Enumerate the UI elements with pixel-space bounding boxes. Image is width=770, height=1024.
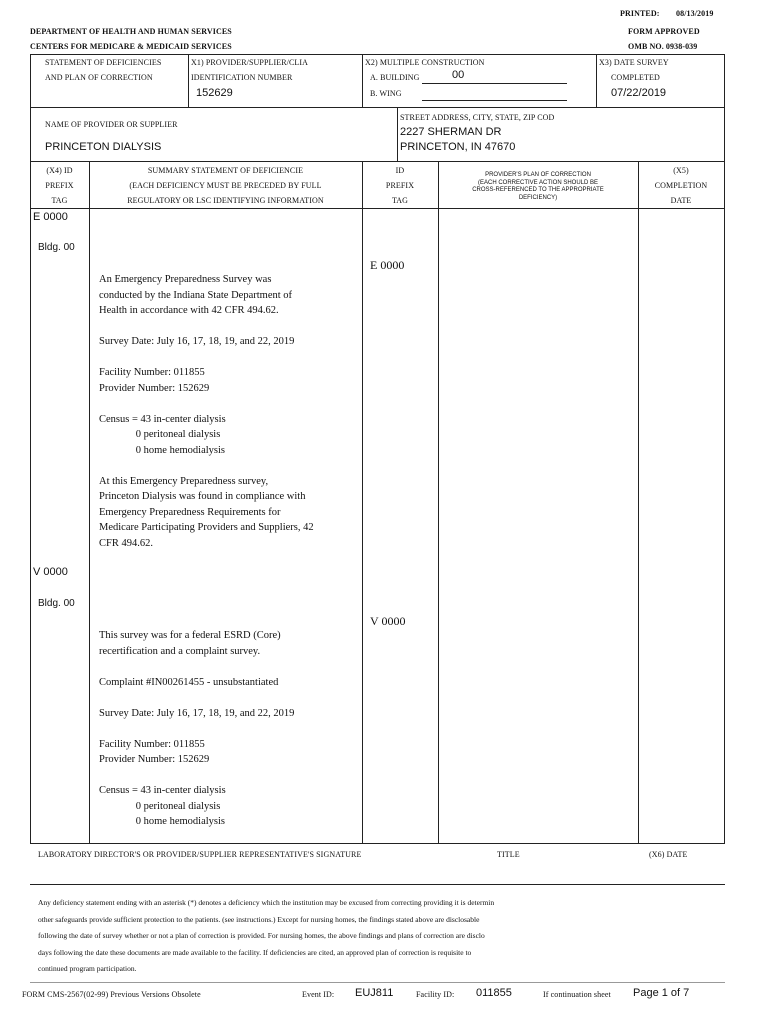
v-tag: V 0000: [33, 566, 68, 578]
facility-id-value: 011855: [476, 987, 512, 999]
building-label: A. BUILDING: [370, 73, 420, 82]
x1-label-1: X1) PROVIDER/SUPPLIER/CLIA: [191, 58, 309, 67]
e-deficiency-text: An Emergency Preparedness Survey was conducted by the Indiana State Department of Health in accordance with 42 CFR 494.62. Survey Date: July 16, 17, 18, 19, and 22, 2019 Facility Number: 011855 Provider Number: 152629 Census = 43 in-center dialysis 0 peritoneal dialysis 0 home hemodialysis At this Emergency Preparedness survey, Princeton Dialysis was found in compliance with Emergency Preparedness Requirements for Medicare Participating Providers and Suppliers, 42 CFR 494.62.: [99, 274, 314, 549]
x1-label-2: IDENTIFICATION NUMBER: [191, 73, 293, 82]
footnote-line-3: following the date of survey whether or not a plan of correction is provided. For nursing homes, the above findings and plans of correction are disclo: [38, 931, 485, 940]
footnote: [38, 895, 494, 978]
e-building: Bldg. 00: [38, 242, 75, 253]
e-tag: E 0000: [33, 211, 68, 223]
printed-date: 08/13/2019: [676, 9, 714, 18]
agency-name: CENTERS FOR MEDICARE & MEDICAID SERVICES: [30, 42, 232, 51]
footnote-line-1: Any deficiency statement ending with an asterisk (*) denotes a deficiency which the institution may be excused from correcting providing it is determin: [38, 898, 495, 907]
id-header-2: PREFIX: [385, 181, 415, 190]
address-line-1: 2227 SHERMAN DR: [400, 126, 502, 138]
x4-header-2: PREFIX: [45, 181, 74, 190]
summary-header-1: SUMMARY STATEMENT OF DEFICIENCIE: [147, 166, 304, 175]
x3-label-1: X3) DATE SURVEY: [599, 58, 669, 67]
x4-header-3: TAG: [51, 196, 68, 205]
page-number: Page 1 of 7: [633, 987, 690, 999]
building-value: 00: [452, 69, 465, 81]
x5-header-2: COMPLETION: [654, 181, 708, 190]
plan-header-1: PROVIDER'S PLAN OF CORRECTION: [485, 172, 591, 178]
provider-name-value: PRINCETON DIALYSIS: [45, 141, 162, 153]
event-id-label: Event ID:: [302, 990, 335, 999]
v-deficiency-text: This survey was for a federal ESRD (Core) recertification and a complaint survey. Complaint #IN00261455 - unsubstantiated Survey Date: July 16, 17, 18, 19, and 22, 2019 Facility Number: 011855 Provider Number: 152629 Census = 43 in-center dialysis 0 peritoneal dialysis 0 home hemodialysis: [99, 630, 295, 827]
plan-header-4: DEFICIENCY): [518, 194, 558, 201]
omb-number: OMB NO. 0938-039: [628, 42, 698, 51]
x5-header-1: (X5): [673, 166, 689, 175]
address-line-2: PRINCETON, IN 47670: [400, 141, 516, 153]
statement-label-1: STATEMENT OF DEFICIENCIES: [45, 58, 162, 67]
summary-header-3: REGULATORY OR LSC IDENTIFYING INFORMATION: [127, 196, 324, 205]
x6-date-label: (X6) DATE: [649, 850, 688, 859]
x4-header-1: (X4) ID: [46, 166, 73, 175]
footnote-line-5: continued program participation.: [38, 964, 137, 973]
event-id-value: EUJ811: [355, 987, 394, 999]
continuation-sheet: If continuation sheet: [543, 990, 611, 999]
printed-label: PRINTED:: [620, 9, 660, 18]
id-header-3: TAG: [391, 196, 409, 205]
x2-label: X2) MULTIPLE CONSTRUCTION: [365, 58, 485, 67]
v-building: Bldg. 00: [38, 598, 75, 609]
form-number: FORM CMS-2567(02-99) Previous Versions Obsolete: [22, 990, 201, 999]
footnote-line-4: days following the date these documents are made available to the facility. If deficiencies are cited, an approved plan of correction is requisite to: [38, 947, 472, 957]
form-approved: FORM APPROVED: [628, 27, 700, 36]
signature-label: LABORATORY DIRECTOR'S OR PROVIDER/SUPPLIER REPRESENTATIVE'S SIGNATURE: [38, 850, 362, 859]
x5-header-3: DATE: [670, 196, 692, 205]
provider-id-value: 152629: [196, 87, 233, 99]
v-id-tag: V 0000: [370, 614, 406, 628]
title-label: TITLE: [497, 850, 520, 859]
plan-header-2: (EACH CORRECTIVE ACTION SHOULD BE: [477, 179, 599, 186]
address-label: STREET ADDRESS, CITY, STATE, ZIP COD: [400, 113, 555, 122]
department-name: DEPARTMENT OF HEALTH AND HUMAN SERVICES: [30, 27, 232, 36]
x3-label-2: COMPLETED: [611, 73, 660, 82]
statement-label-2: AND PLAN OF CORRECTION: [45, 73, 153, 82]
survey-date-value: 07/22/2019: [611, 87, 667, 99]
facility-id-label: Facility ID:: [416, 990, 455, 999]
summary-header-2: (EACH DEFICIENCY MUST BE PRECEDED BY FULL: [129, 181, 322, 190]
e-id-tag: E 0000: [370, 258, 405, 272]
wing-label: B. WING: [370, 89, 402, 98]
plan-header-3: CROSS-REFERENCED TO THE APPROPRIATE: [472, 187, 604, 193]
id-header-1: ID: [395, 166, 405, 175]
provider-name-label: NAME OF PROVIDER OR SUPPLIER: [45, 120, 178, 129]
footnote-line-2: other safeguards provide sufficient protection to the patients. (see instructions.) Except for nursing homes, the findings stated above are disclosable: [38, 914, 480, 924]
plan-header: [438, 172, 638, 202]
